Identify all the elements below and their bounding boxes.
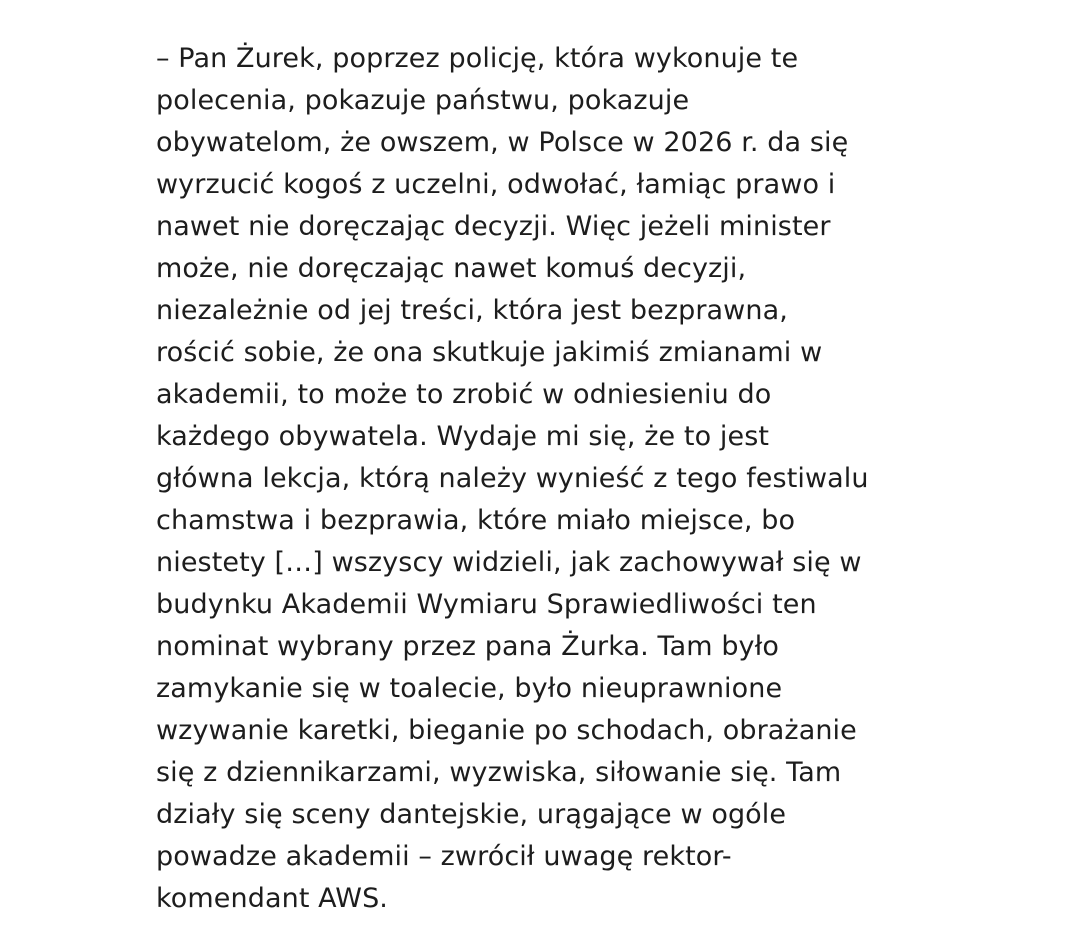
text-line-2: polecenia, pokazuje państwu, pokazuje [156, 85, 690, 116]
text-line-8: rościć sobie, że ona skutkuje jakimiś zmianami w [156, 337, 823, 368]
text-line-18: się z dziennikarzami, wyzwiska, siłowanie się. Tam [156, 757, 842, 788]
text-line-12: chamstwa i bezprawia, które miało miejsce, bo [156, 505, 796, 536]
text-line-4: wyrzucić kogoś z uczelni, odwołać, łamiąc prawo i [156, 169, 836, 200]
text-line-3: obywatelom, że owszem, w Polsce w 2026 r. da się [156, 127, 849, 158]
text-line-17: wzywanie karetki, bieganie po schodach, obrażanie [156, 715, 857, 746]
text-line-11: główna lekcja, którą należy wynieść z tego festiwalu [156, 463, 869, 494]
text-line-10: każdego obywatela. Wydaje mi się, że to jest [156, 421, 770, 452]
text-line-13: niestety […] wszyscy widzieli, jak zachowywał się w [156, 547, 862, 578]
text-line-19: działy się sceny dantejskie, urągające w ogóle [156, 799, 787, 830]
text-line-6: może, nie doręczając nawet komuś decyzji, [156, 253, 747, 284]
text-line-15: nominat wybrany przez pana Żurka. Tam było [156, 631, 780, 662]
text-line-21: komendant AWS. [156, 883, 388, 914]
text-line-20: powadze akademii – zwrócił uwagę rektor- [156, 841, 732, 872]
text-line-16: zamykanie się w toalecie, było nieuprawnione [156, 673, 783, 704]
article-quote-paragraph [156, 38, 1056, 920]
text-line-14: budynku Akademii Wymiaru Sprawiedliwości ten [156, 589, 817, 620]
text-line-1: – Pan Żurek, poprzez policję, która wykonuje te [156, 43, 799, 74]
text-line-9: akademii, to może to zrobić w odniesieniu do [156, 379, 772, 410]
text-line-5: nawet nie doręczając decyzji. Więc jeżeli minister [156, 211, 831, 242]
text-line-7: niezależnie od jej treści, która jest bezprawna, [156, 295, 788, 326]
